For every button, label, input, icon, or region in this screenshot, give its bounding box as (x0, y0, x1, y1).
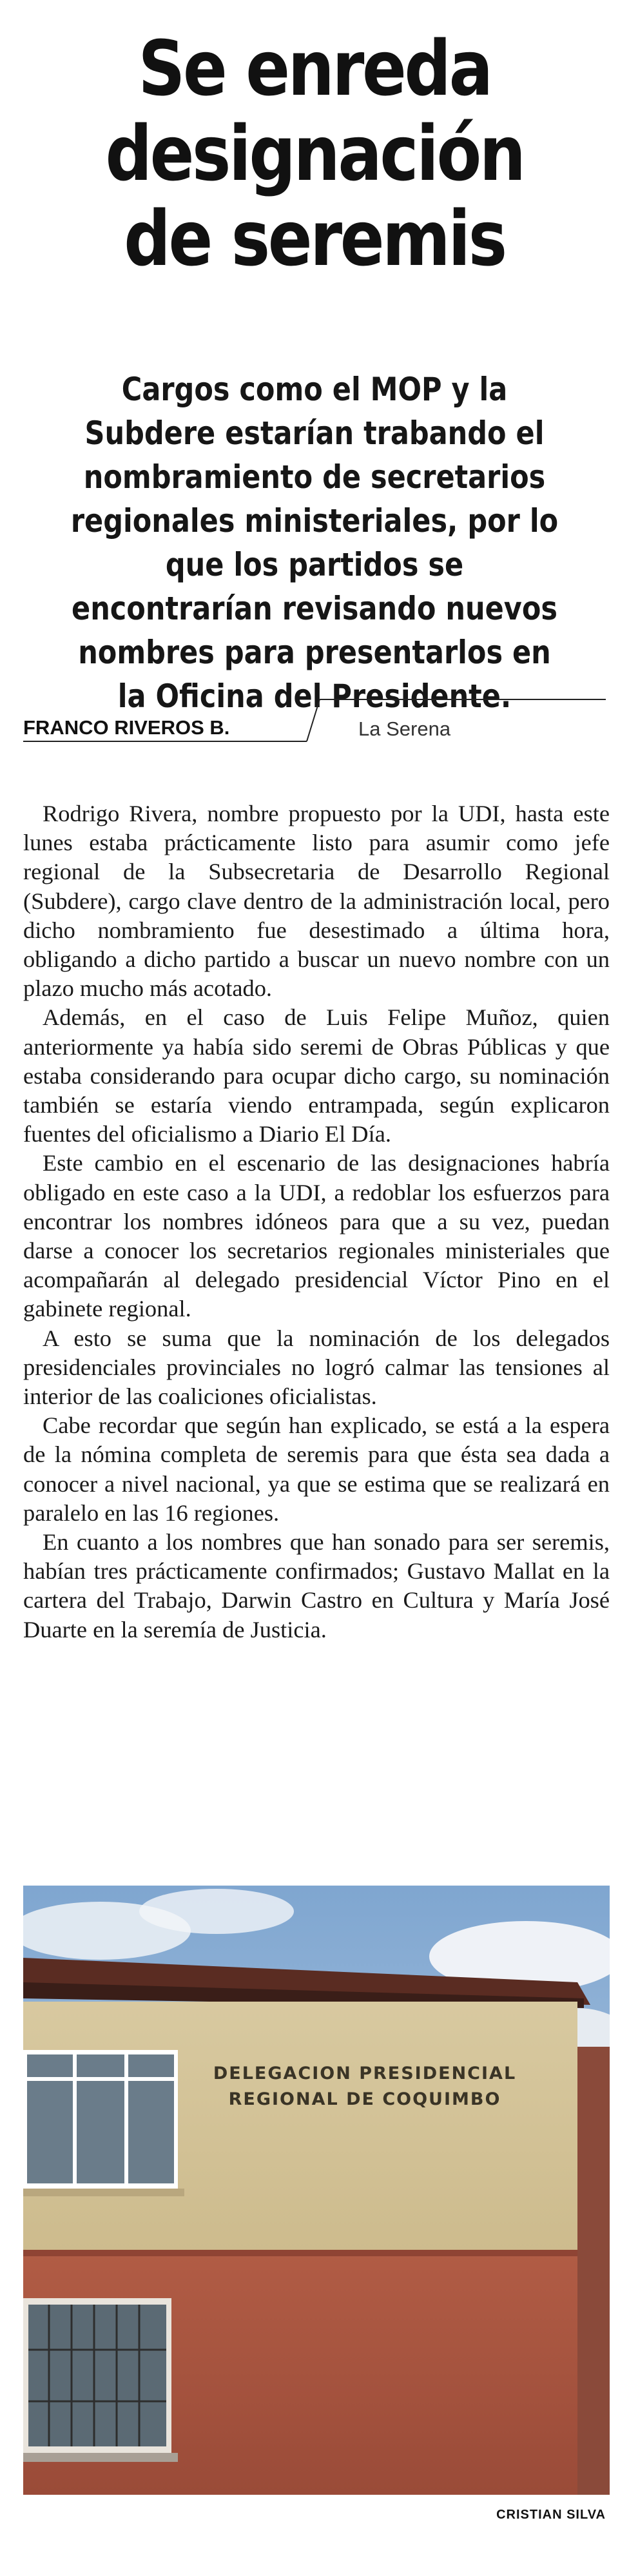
sign-line-1: DELEGACION PRESIDENCIAL (213, 2064, 517, 2083)
article-paragraph: Este cambio en el escenario de las designaciones habría obligado en este caso a la UDI, a redoblar los esfuerzos para encontrar los nombres idóneos para que a su vez, puedan darse a conocer los secretarios regionales ministeriales que acompañarán al delegado presidencial Víctor Pino en el gabinete regional. (23, 1150, 610, 1322)
byline-location: La Serena (358, 717, 451, 740)
byline-author: FRANCO RIVEROS B. (23, 716, 230, 739)
article-paragraph: A esto se suma que la nominación de los delegados presidenciales provinciales no logró calmar las tensiones al interior de las coaliciones oficialistas. (23, 1325, 610, 1410)
article-paragraph: En cuanto a los nombres que han sonado para ser seremis, habían tres prácticamente confirmados; Gustavo Mallat en la cartera del Trabajo, Darwin Castro en Cultura y María José Duarte en la seremía de Justicia. (23, 1529, 610, 1643)
building-photo-illustration (23, 1886, 610, 2495)
article-subheadline: Cargos como el MOP y la Subdere estarían trabando el nombramiento de secretarios regionales ministeriales, por lo que los partidos se encontrarían revisando nuevos nombres para presentarlos en la Oficina del Presidente. (70, 371, 559, 715)
article-headline: Se enreda designación de seremis (105, 24, 524, 283)
photo-credit: CRISTIAN SILVA (496, 2508, 606, 2522)
sign-line-2: REGIONAL DE COQUIMBO (228, 2089, 501, 2109)
article-paragraph: Cabe recordar que según han explicado, se está a la espera de la nómina completa de seremis para que ésta sea dada a conocer a nivel nacional, ya que se estima que se realizará en paralelo en las 16 regiones. (23, 1412, 610, 1526)
byline (23, 693, 606, 751)
article-paragraph: Rodrigo Rivera, nombre propuesto por la UDI, hasta este lunes estaba prácticamente listo para asumir como jefe regional de la Subsecretaria de Desarrollo Regional (Subdere), cargo clave dentro de la administración local, pero dicho nombramiento fue desestimado a última hora, obligando a dicho partido a buscar un nuevo nombre con un plazo mucho más acotado. (23, 801, 610, 1002)
article-body (23, 799, 610, 1644)
article-paragraph: Además, en el caso de Luis Felipe Muñoz, quien anteriormente ya había sido seremi de Obras Públicas y que estaba considerando para ocupar dicho cargo, su nominación también se estaría viendo entrampada, según explicaron fuentes del oficialismo a Diario El Día. (23, 1004, 610, 1147)
article-photo (23, 1886, 610, 2495)
